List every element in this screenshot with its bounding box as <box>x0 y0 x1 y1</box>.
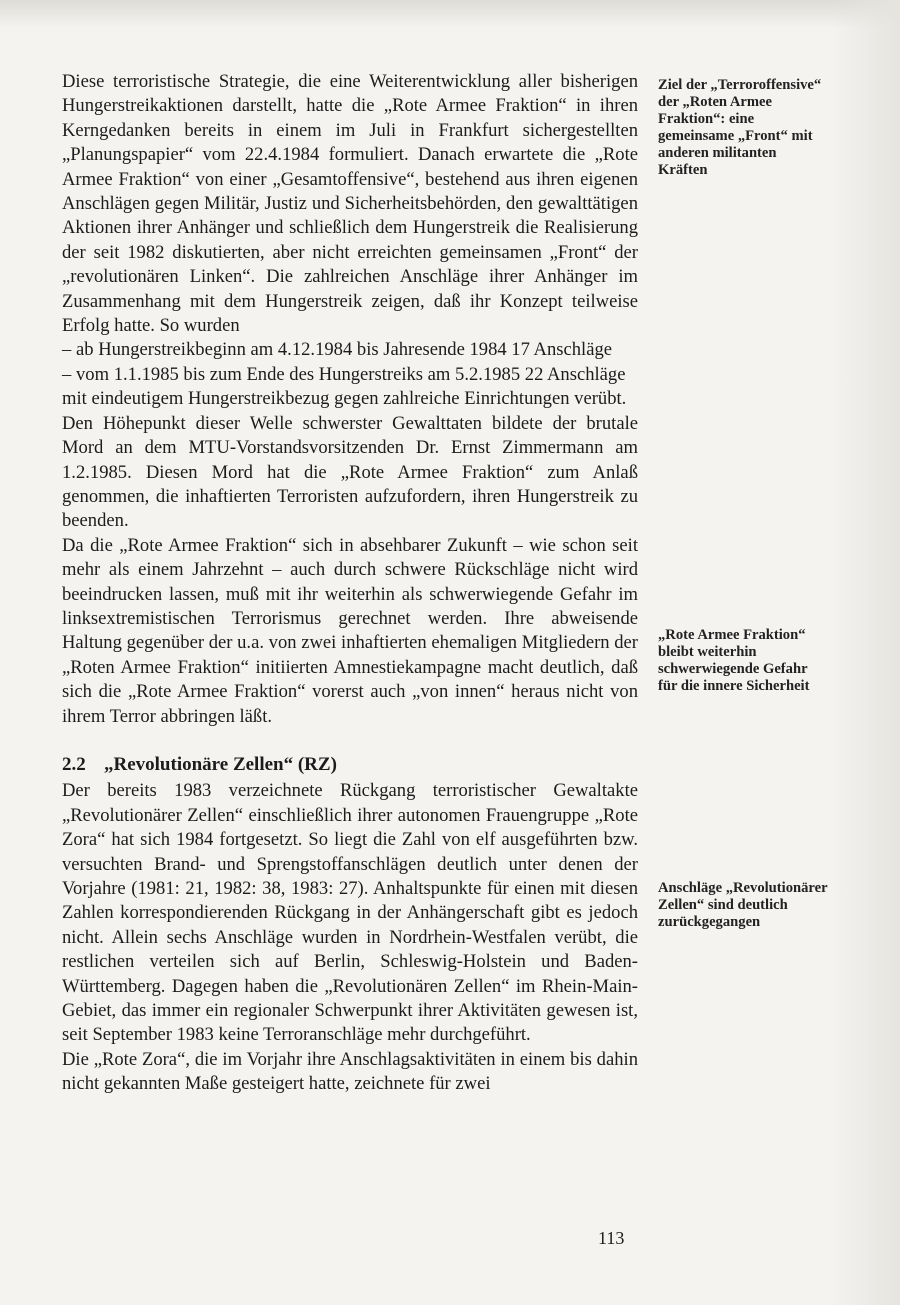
margin-note-rz-anschlaege: Anschläge „Revolutionärer Zellen“ sind deutlich zurückgegangen <box>658 880 828 930</box>
paragraph-rz: Der bereits 1983 verzeichnete Rückgang terroristischer Gewaltakte „Revolutionärer Zellen“ einschließlich ihrer autonomen Frauengruppe „Rote Zora“ hat sich 1984 fortgesetzt. So liegt die Zahl von elf ausgeführten bzw. versuchten Brand- und Sprengstoffanschlägen deutlich unter denen der Vorjahre (1981: 21, 1982: 38, 1983: 27). Anhaltspunkte für einen mit diesen Zahlen korrespondierenden Rückgang in der Anhängerschaft gibt es jedoch nicht. Allein sechs Anschläge wurden in Nordrhein-Westfalen verübt, die restlichen verteilen sich auf Berlin, Schleswig-Holstein und Baden-Württemberg. Dagegen haben die „Revolutionären Zellen“ im Rhein-Main-Gebiet, das immer ein regionaler Schwerpunkt ihrer Aktivitäten gewesen ist, seit September 1983 keine Terroranschläge mehr durchgeführt. <box>62 780 638 1046</box>
section-heading <box>62 753 638 777</box>
page-edge-shadow-top <box>0 0 900 28</box>
paragraph-strategy: Diese terroristische Strategie, die eine Weiterentwicklung aller bisherigen Hungerstreikaktionen darstellt, hatte die „Rote Armee Fraktion“ in ihren Kerngedanken bereits in einem im Juli in Frankfurt sichergestellten „Planungspapier“ vom 22.4.1984 formuliert. Danach erwartete die „Rote Armee Fraktion“ von einer „Gesamtoffensive“, bestehend aus ihren eigenen Anschlägen gegen Militär, Justiz und Sicherheitsbehörden, den gewalttätigen Aktionen ihrer Anhänger und schließlich dem Hungerstreik die Realisierung der seit 1982 diskutierten, aber nicht erreichten gemeinsamen „Front“ der „revolutionären Linken“. Die zahlreichen Anschläge ihrer Anhänger im Zusammenhang mit dem Hungerstreik zeigen, daß ihr Konzept teilweise Erfolg hatte. So wurden <box>62 71 638 337</box>
main-text-column <box>62 70 638 1097</box>
list-item-text: ab Hungerstreikbeginn am 4.12.1984 bis Jahresende 1984 17 Anschläge <box>76 339 613 361</box>
section-number: 2.2 <box>62 753 86 775</box>
list-item <box>62 363 638 387</box>
paragraph-mord: Den Höhepunkt dieser Welle schwerster Gewalttaten bildete der brutale Mord an dem MTU-Vorstandsvorsitzenden Dr. Ernst Zimmermann am 1.2.1985. Diesen Mord hat die „Rote Armee Fraktion“ zum Anlaß genommen, die inhaftierten Terroristen aufzufordern, ihren Hungerstreik zu beenden. <box>62 412 638 532</box>
page-edge-shadow-right <box>830 0 900 1305</box>
list-item-text: vom 1.1.1985 bis zum Ende des Hungerstreiks am 5.2.1985 22 Anschläge <box>76 363 626 385</box>
paragraph-gefahr: Da die „Rote Armee Fraktion“ sich in absehbarer Zukunft – wie schon seit mehr als einem Jahrzehnt – auch durch schwere Rückschläge nicht wird beeindrucken lassen, muß mit ihr weiterhin als schwerwiegende Gefahr im linksextremistischen Terrorismus gerechnet werden. Ihre abweisende Haltung gegenüber der u.a. von zwei inhaftierten ehemaligen Mitgliedern der „Roten Armee Fraktion“ initiierten Amnestiekampagne macht deutlich, daß sich die „Rote Armee Fraktion“ vorerst auch „von innen“ heraus nicht von ihrem Terror abbringen läßt. <box>62 534 638 727</box>
paragraph-verubt: mit eindeutigem Hungerstreikbezug gegen zahlreiche Einrichtungen verübt. <box>62 388 627 410</box>
list-item <box>62 338 638 362</box>
list-dash: – <box>62 363 72 385</box>
page-number: 113 <box>598 1228 625 1248</box>
margin-note-raf-gefahr: „Rote Armee Fraktion“ bleibt weiterhin schwerwiegende Gefahr für die innere Sicherheit <box>658 627 810 694</box>
section-title: „Revolutionäre Zellen“ (RZ) <box>104 753 337 775</box>
list-dash: – <box>62 339 72 361</box>
margin-note-terroroffensive: Ziel der „Terroroffensive“ der „Roten Armee Fraktion“: eine gemeinsame „Front“ mit anderen militanten Kräften <box>658 77 822 178</box>
paragraph-rote-zora: Die „Rote Zora“, die im Vorjahr ihre Anschlagsaktivitäten in einem bis dahin nicht gekannten Maße gesteigert hatte, zeichnete für zwei <box>62 1048 638 1095</box>
